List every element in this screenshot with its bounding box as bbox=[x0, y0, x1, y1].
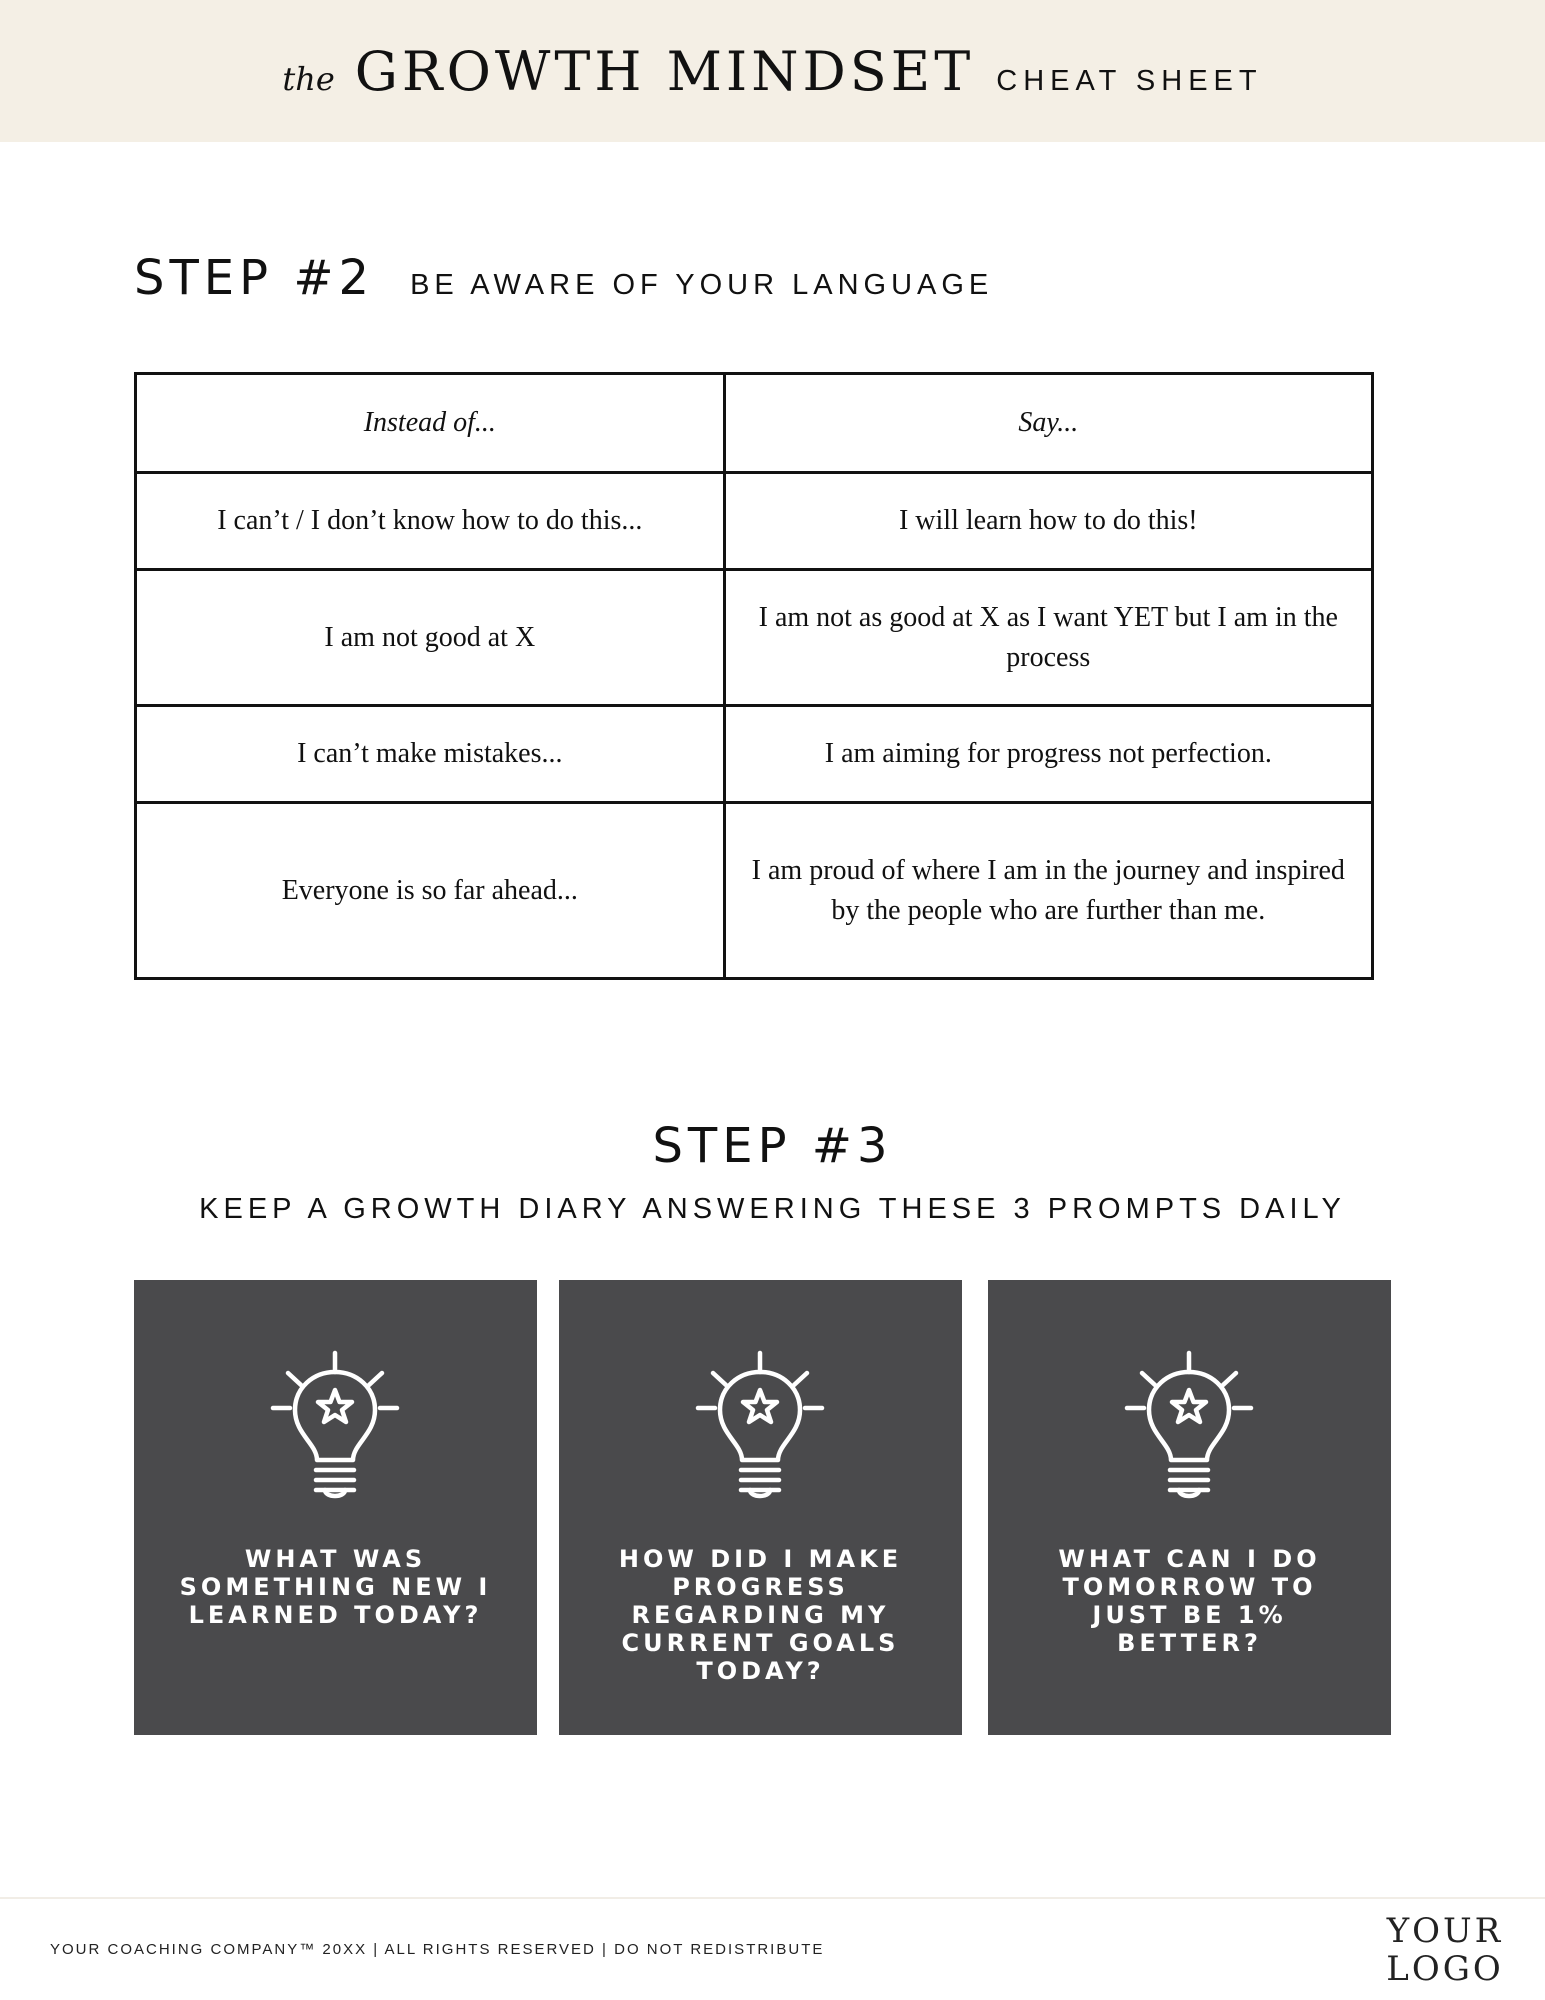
step2-heading bbox=[134, 250, 993, 306]
header-the: the bbox=[282, 60, 335, 98]
step2-subtitle: BE AWARE OF YOUR LANGUAGE bbox=[410, 269, 994, 301]
table-row bbox=[136, 803, 1373, 979]
table-cell-instead: I can’t make mistakes... bbox=[136, 706, 725, 803]
table-header-say: Say... bbox=[724, 374, 1372, 473]
table-header-row bbox=[136, 374, 1373, 473]
lightbulb-star-icon bbox=[270, 1350, 400, 1500]
header-subtitle: CHEAT SHEET bbox=[996, 65, 1263, 97]
prompt-card bbox=[559, 1280, 962, 1735]
page-header bbox=[0, 0, 1545, 142]
table-row bbox=[136, 570, 1373, 706]
table-header-instead: Instead of... bbox=[136, 374, 725, 473]
prompt-text: WHAT CAN I DO TOMORROW TO JUST BE 1% BETTER? bbox=[1058, 1545, 1321, 1657]
table-cell-say: I am not as good at X as I want YET but I am in the process bbox=[724, 570, 1372, 706]
prompt-text: WHAT WAS SOMETHING NEW I LEARNED TODAY? bbox=[179, 1545, 492, 1629]
table-cell-say: I am proud of where I am in the journey and inspired by the people who are further than me. bbox=[724, 803, 1372, 979]
table-row bbox=[136, 473, 1373, 570]
table-cell-say: I am aiming for progress not perfection. bbox=[724, 706, 1372, 803]
lightbulb-star-icon bbox=[1124, 1350, 1254, 1500]
logo-line-1: YOUR bbox=[1386, 1911, 1504, 1951]
footer-copyright: YOUR COACHING COMPANY™ 20XX | ALL RIGHTS RESERVED | DO NOT REDISTRIBUTE bbox=[50, 1941, 825, 1958]
language-table bbox=[134, 372, 1374, 980]
prompt-card bbox=[988, 1280, 1391, 1735]
logo-line-2: LOGO bbox=[1386, 1949, 1504, 1989]
footer-divider bbox=[0, 1897, 1545, 1899]
header-title-group bbox=[0, 40, 1545, 110]
table-row bbox=[136, 706, 1373, 803]
table-cell-instead: I can’t / I don’t know how to do this... bbox=[136, 473, 725, 570]
lightbulb-star-icon bbox=[695, 1350, 825, 1500]
prompt-card bbox=[134, 1280, 537, 1735]
step3-title: STEP #3 bbox=[652, 1118, 893, 1174]
step3-subtitle: KEEP A GROWTH DIARY ANSWERING THESE 3 PROMPTS DAILY bbox=[199, 1193, 1346, 1225]
table-cell-say: I will learn how to do this! bbox=[724, 473, 1372, 570]
step2-title: STEP #2 bbox=[134, 250, 375, 306]
header-title: GROWTH MINDSET bbox=[354, 40, 975, 103]
prompt-text: HOW DID I MAKE PROGRESS REGARDING MY CURRENT GOALS TODAY? bbox=[618, 1545, 903, 1685]
table-cell-instead: Everyone is so far ahead... bbox=[136, 803, 725, 979]
logo bbox=[1380, 1912, 1510, 1988]
table-cell-instead: I am not good at X bbox=[136, 570, 725, 706]
